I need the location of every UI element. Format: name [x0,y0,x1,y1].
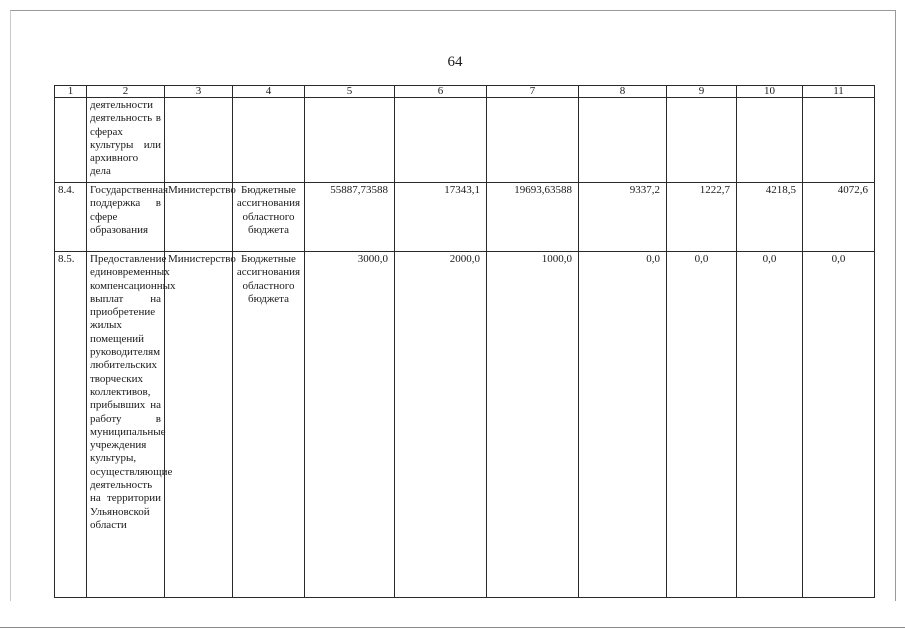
cell-y2017 [667,98,737,183]
cell-y2019: 4072,6 [803,183,875,252]
table-row [55,183,875,252]
cell-y2018: 0,0 [737,252,803,598]
cell-y2014 [395,98,487,183]
column-header: 8 [579,86,667,98]
column-header: 6 [395,86,487,98]
cell-total: 55887,73588 [305,183,395,252]
cell-y2018: 4218,5 [737,183,803,252]
cell-y2016 [579,98,667,183]
cell-source: Бюджетные ассигнования областного бюджета [233,252,305,598]
cell-number [55,98,87,183]
column-header: 9 [667,86,737,98]
cell-y2018 [737,98,803,183]
column-header: 5 [305,86,395,98]
cell-executor: Министерство [165,183,233,252]
cell-executor [165,98,233,183]
column-header: 1 [55,86,87,98]
column-header: 11 [803,86,875,98]
table-row [55,98,875,183]
column-header: 7 [487,86,579,98]
cell-y2014: 17343,1 [395,183,487,252]
budget-table [54,85,875,598]
cell-number: 8.4. [55,183,87,252]
column-header: 10 [737,86,803,98]
column-header: 2 [87,86,165,98]
table-header-row [55,86,875,98]
page-bottom-rule [0,627,905,628]
cell-total [305,98,395,183]
cell-source: Бюджетные ассигнования областного бюджета [233,183,305,252]
cell-y2017: 1222,7 [667,183,737,252]
cell-description: деятельности деятельность в сферах культуры или архивного дела [87,98,165,183]
cell-y2016: 9337,2 [579,183,667,252]
page-number: 64 [447,54,463,70]
cell-description: Предоставление единовременных компенсационных выплат на приобретение жилых помещений руководителям любительских творческих коллективов, прибывших на работу в муниципальные учреждения культуры, осуществляющие деятельность на территории Ульяновской области [87,252,165,598]
cell-y2015 [487,98,579,183]
column-header: 3 [165,86,233,98]
cell-y2017: 0,0 [667,252,737,598]
table-row [55,252,875,598]
cell-description: Государственная поддержка в сфере образования [87,183,165,252]
cell-total: 3000,0 [305,252,395,598]
cell-executor: Министерство [165,252,233,598]
column-header: 4 [233,86,305,98]
cell-y2015: 1000,0 [487,252,579,598]
cell-y2015: 19693,63588 [487,183,579,252]
cell-source [233,98,305,183]
cell-number: 8.5. [55,252,87,598]
cell-y2019: 0,0 [803,252,875,598]
cell-y2014: 2000,0 [395,252,487,598]
cell-y2019 [803,98,875,183]
cell-y2016: 0,0 [579,252,667,598]
